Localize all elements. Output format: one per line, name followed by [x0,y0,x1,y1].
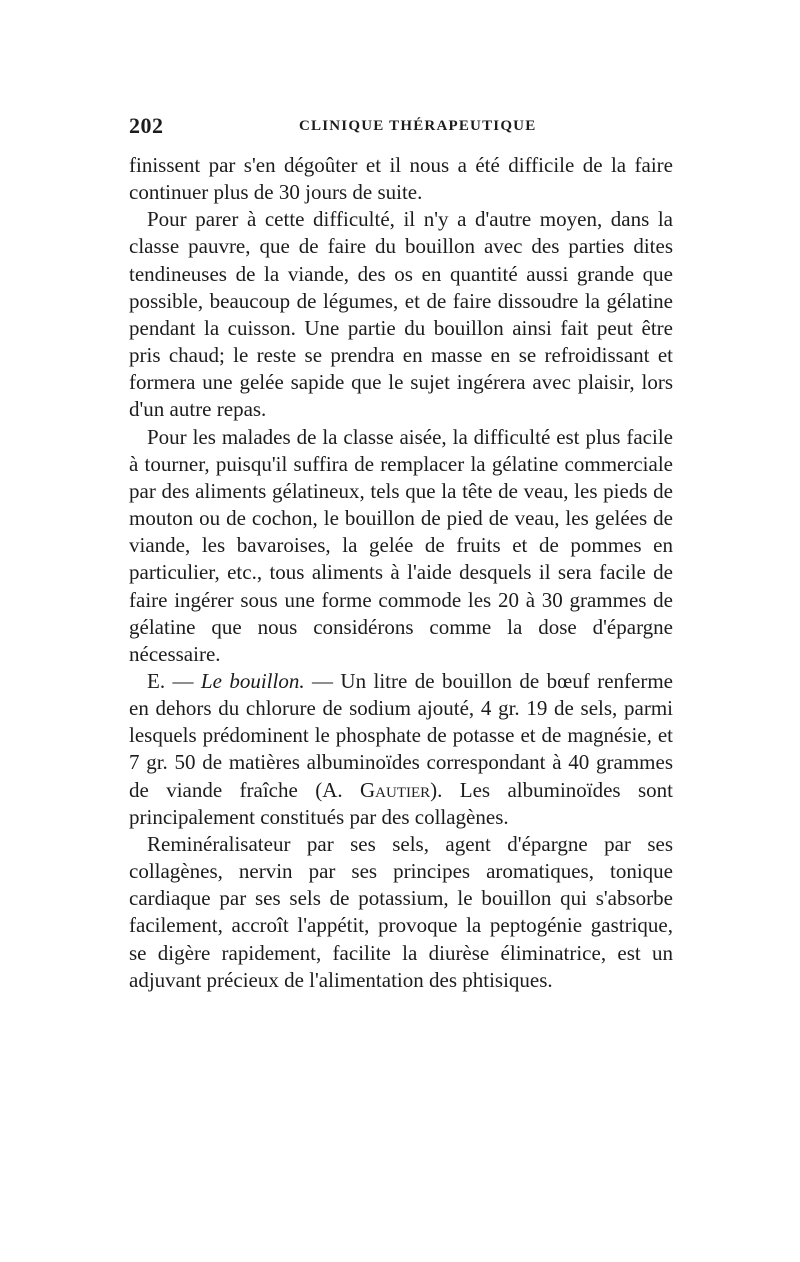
running-title: CLINIQUE THÉRAPEUTIQUE [299,118,537,134]
page-body [129,152,673,994]
paragraph-remineralisateur: Reminéralisateur par ses sels, agent d'épargne par ses collagènes, nervin par ses principes aromatiques, tonique cardiaque par ses sels de potassium, le bouillon qui s'absorbe facilement, accroît l'appétit, provoque la peptogénie gastrique, se digère rapidement, facilite la diurèse éliminatrice, est un adjuvant précieux de l'alimentation des phtisiques. [129,831,673,992]
section-letter: E. — [147,668,201,693]
section-title: Le bouillon. [200,668,305,693]
paragraph-bouillon-text-a: — Un litre de bouillon de bœuf renferme en dehors du chlorure de sodium ajouté, 4 gr. 19 de sels, parmi lesquels prédominent le phosphate de potasse et de magnésie, et 7 gr. 50 de matières albuminoïdes correspondant à 40 grammes de viande fraîche (A. [129,668,673,802]
paragraph-malades: Pour les malades de la classe aisée, la difficulté est plus facile à tourner, puisqu'il suffira de remplacer la gélatine commerciale par des aliments gélatineux, tels que la tête de veau, les pieds de mouton ou de cochon, le bouillon de pied de veau, les gelées de viande, les bavaroises, la gelée de fruits et de pommes en particulier, etc., tous aliments à l'aide desquels il sera facile de faire ingérer sous une forme commode les 20 à 30 grammes de gélatine que nous considérons comme la dose d'épargne nécessaire. [129,424,673,666]
paragraph-bouillon [129,668,673,831]
page-number: 202 [129,113,164,138]
paragraph-parer: Pour parer à cette difficulté, il n'y a d'autre moyen, dans la classe pauvre, que de faire du bouillon avec des parties dites tendineuses de la viande, des os en quantité aussi grande que possible, beaucoup de légumes, et de faire dissoudre la gélatine pendant la cuisson. Une partie du bouillon ainsi fait peut être pris chaud; le reste se prendra en masse en se refroidissant et formera une gelée sapide que le sujet ingérera avec plaisir, lors d'un autre repas. [129,207,673,422]
page-header [129,113,673,143]
paragraph-bouillon-text-b: ). Les albuminoïdes sont principalement constitués par des collagènes. [129,777,673,829]
author-name: Gautier [359,777,431,802]
paragraph-continued: finissent par s'en dégoûter et il nous a été difficile de la faire continuer plus de 30 jours de suite. [129,153,673,205]
